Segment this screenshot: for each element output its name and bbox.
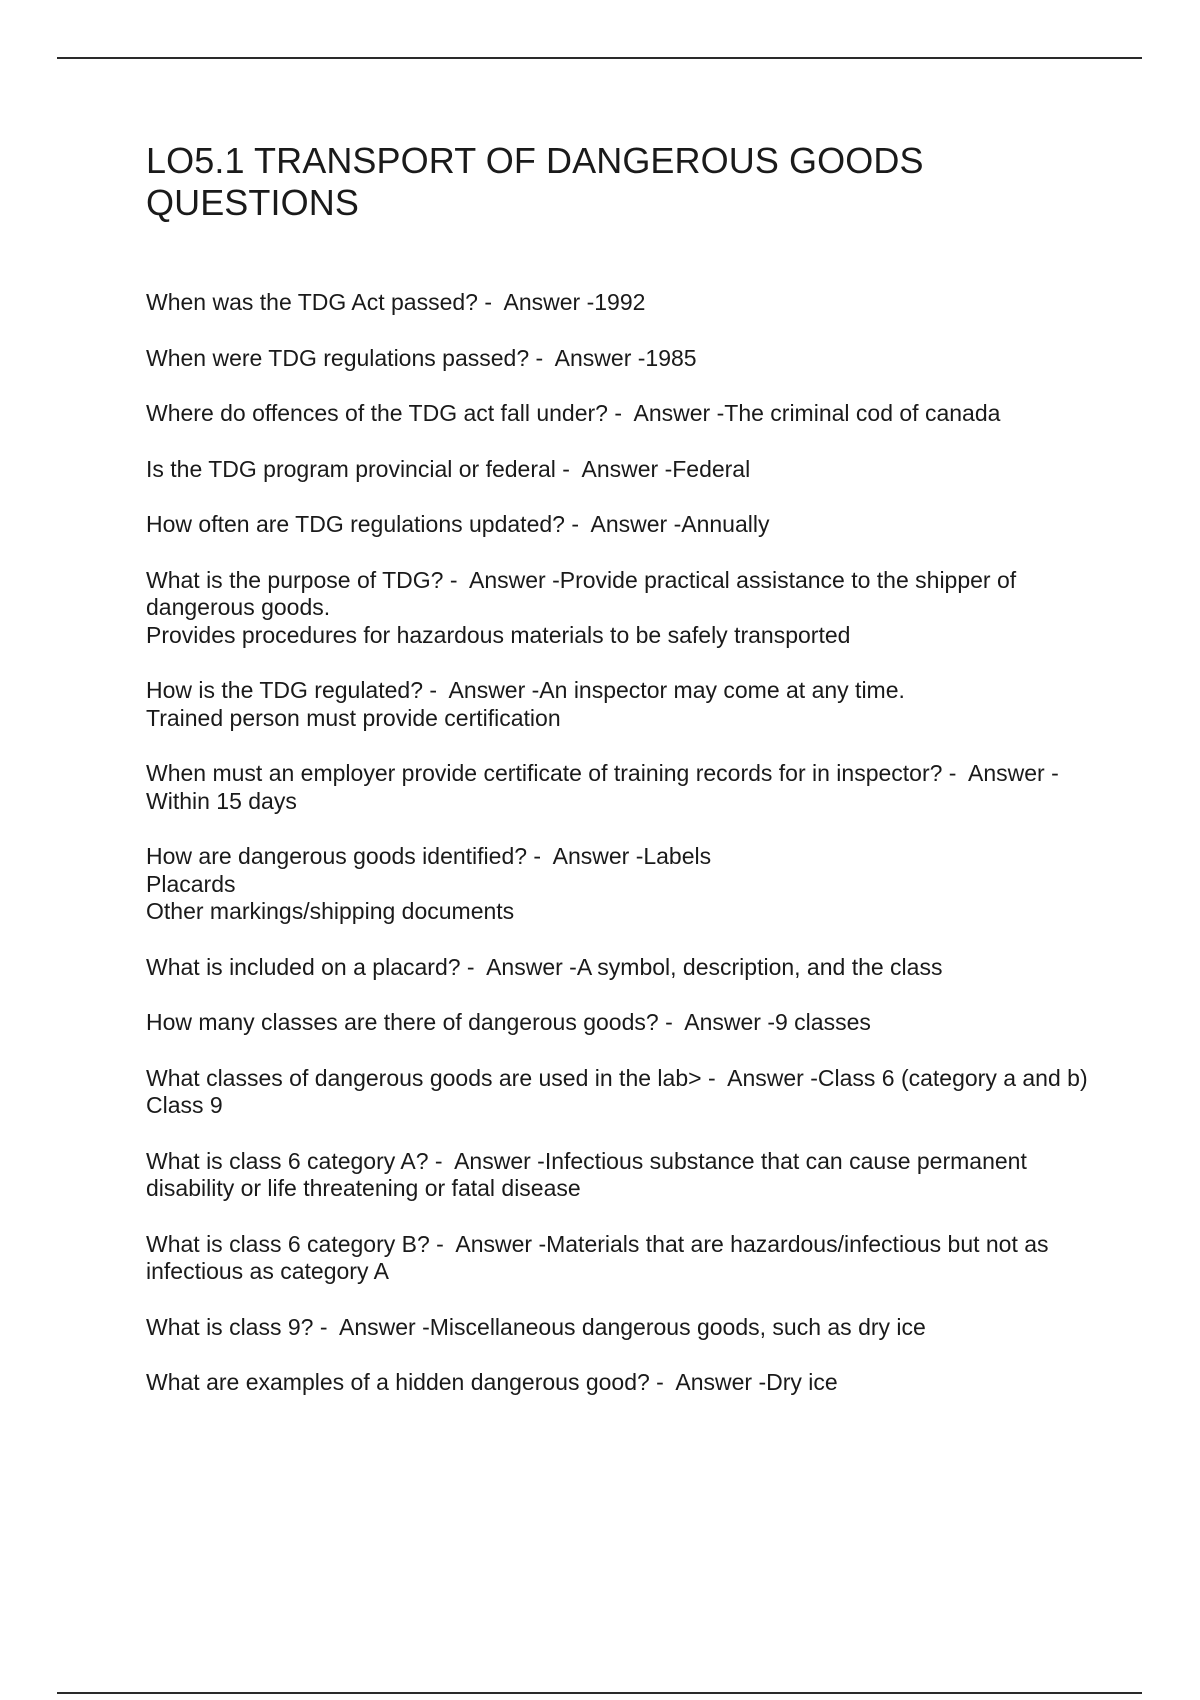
answer-text: Answer -Within 15 days: [146, 760, 1059, 814]
answer-continuation: Provides procedures for hazardous materials to be safely transported: [146, 621, 851, 648]
answer-continuation: Other markings/shipping documents: [146, 898, 515, 924]
qa-item: [146, 289, 1106, 317]
qa-item: [146, 1065, 1106, 1120]
qa-first-line: [146, 1148, 1106, 1203]
answer-text: Answer -Provide practical assistance to the shipper of dangerous goods.: [146, 566, 1023, 620]
title-line-2: QUESTIONS: [146, 182, 359, 223]
qa-item: [146, 345, 1106, 373]
answer-continuation: Class 9: [146, 1092, 223, 1118]
question-text: What classes of dangerous goods are used in the lab> -: [146, 1064, 722, 1091]
qa-first-line: [146, 1369, 1106, 1397]
qa-item: [146, 1314, 1106, 1342]
answer-text: Answer -1985: [549, 344, 697, 371]
qa-item: [146, 954, 1106, 982]
qa-first-line: [146, 400, 1106, 428]
answer-text: Answer -Labels: [547, 843, 712, 869]
bottom-rule: [57, 1692, 1142, 1694]
qa-item: [146, 1009, 1106, 1037]
question-text: When was the TDG Act passed? -: [146, 289, 499, 315]
qa-first-line: [146, 1314, 1106, 1342]
question-text: When were TDG regulations passed? -: [146, 344, 550, 371]
question-text: How are dangerous goods identified? -: [146, 843, 548, 869]
qa-item: [146, 843, 1106, 926]
top-rule: [57, 57, 1142, 59]
qa-item: [146, 1148, 1106, 1203]
qa-first-line: [146, 1009, 1106, 1037]
question-text: What is class 6 category A? -: [146, 1147, 449, 1174]
question-text: What are examples of a hidden dangerous good? -: [146, 1369, 671, 1395]
qa-item: [146, 1231, 1106, 1286]
question-text: What is included on a placard? -: [146, 953, 481, 980]
answer-text: Answer -Class 6 (category a and b): [722, 1064, 1088, 1091]
question-text: Is the TDG program provincial or federal -: [146, 455, 577, 482]
answer-text: Answer -Infectious substance that can cause permanent disability or life threatening or fatal disease: [146, 1147, 1034, 1201]
question-text: What is the purpose of TDG? -: [146, 566, 464, 593]
qa-item: [146, 511, 1106, 539]
question-text: What is class 6 category B? -: [146, 1230, 451, 1257]
qa-list: [146, 289, 1106, 1397]
qa-first-line: [146, 567, 1106, 622]
qa-first-line: [146, 289, 1106, 317]
qa-first-line: [146, 345, 1106, 373]
question-text: Where do offences of the TDG act fall under? -: [146, 400, 629, 426]
document-page: [146, 140, 1106, 1425]
qa-item: [146, 677, 1106, 732]
qa-first-line: [146, 1065, 1106, 1093]
question-text: How is the TDG regulated? -: [146, 677, 444, 703]
answer-continuation: Trained person must provide certification: [146, 704, 561, 731]
answer-text: Answer -Dry ice: [670, 1369, 838, 1395]
qa-first-line: [146, 760, 1106, 815]
answer-text: Answer -A symbol, description, and the class: [480, 953, 943, 980]
answer-text: Answer -Materials that are hazardous/infectious but not as infectious as category A: [146, 1230, 1055, 1284]
qa-first-line: [146, 1231, 1106, 1286]
qa-item: [146, 400, 1106, 428]
title-line-1: LO5.1 TRANSPORT OF DANGEROUS GOODS: [146, 140, 924, 181]
qa-first-line: [146, 456, 1106, 484]
answer-text: Answer -An inspector may come at any time.: [443, 677, 905, 703]
question-text: When must an employer provide certificate of training records for in inspector? -: [146, 760, 963, 786]
question-text: What is class 9? -: [146, 1313, 334, 1340]
qa-item: [146, 760, 1106, 815]
qa-first-line: [146, 677, 1106, 705]
answer-text: Answer -Annually: [585, 511, 770, 537]
qa-first-line: [146, 511, 1106, 539]
answer-text: Answer -1992: [498, 289, 646, 315]
answer-text: Answer -Federal: [576, 455, 751, 482]
qa-item: [146, 456, 1106, 484]
qa-first-line: [146, 843, 1106, 871]
answer-continuation: Placards: [146, 870, 236, 897]
qa-first-line: [146, 954, 1106, 982]
qa-item: [146, 567, 1106, 650]
answer-text: Answer -Miscellaneous dangerous goods, such as dry ice: [333, 1313, 926, 1340]
answer-text: Answer -9 classes: [679, 1009, 871, 1035]
answer-text: Answer -The criminal cod of canada: [628, 400, 1001, 426]
qa-item: [146, 1369, 1106, 1397]
page-title: [146, 140, 1106, 224]
question-text: How often are TDG regulations updated? -: [146, 511, 586, 537]
question-text: How many classes are there of dangerous goods? -: [146, 1009, 680, 1035]
